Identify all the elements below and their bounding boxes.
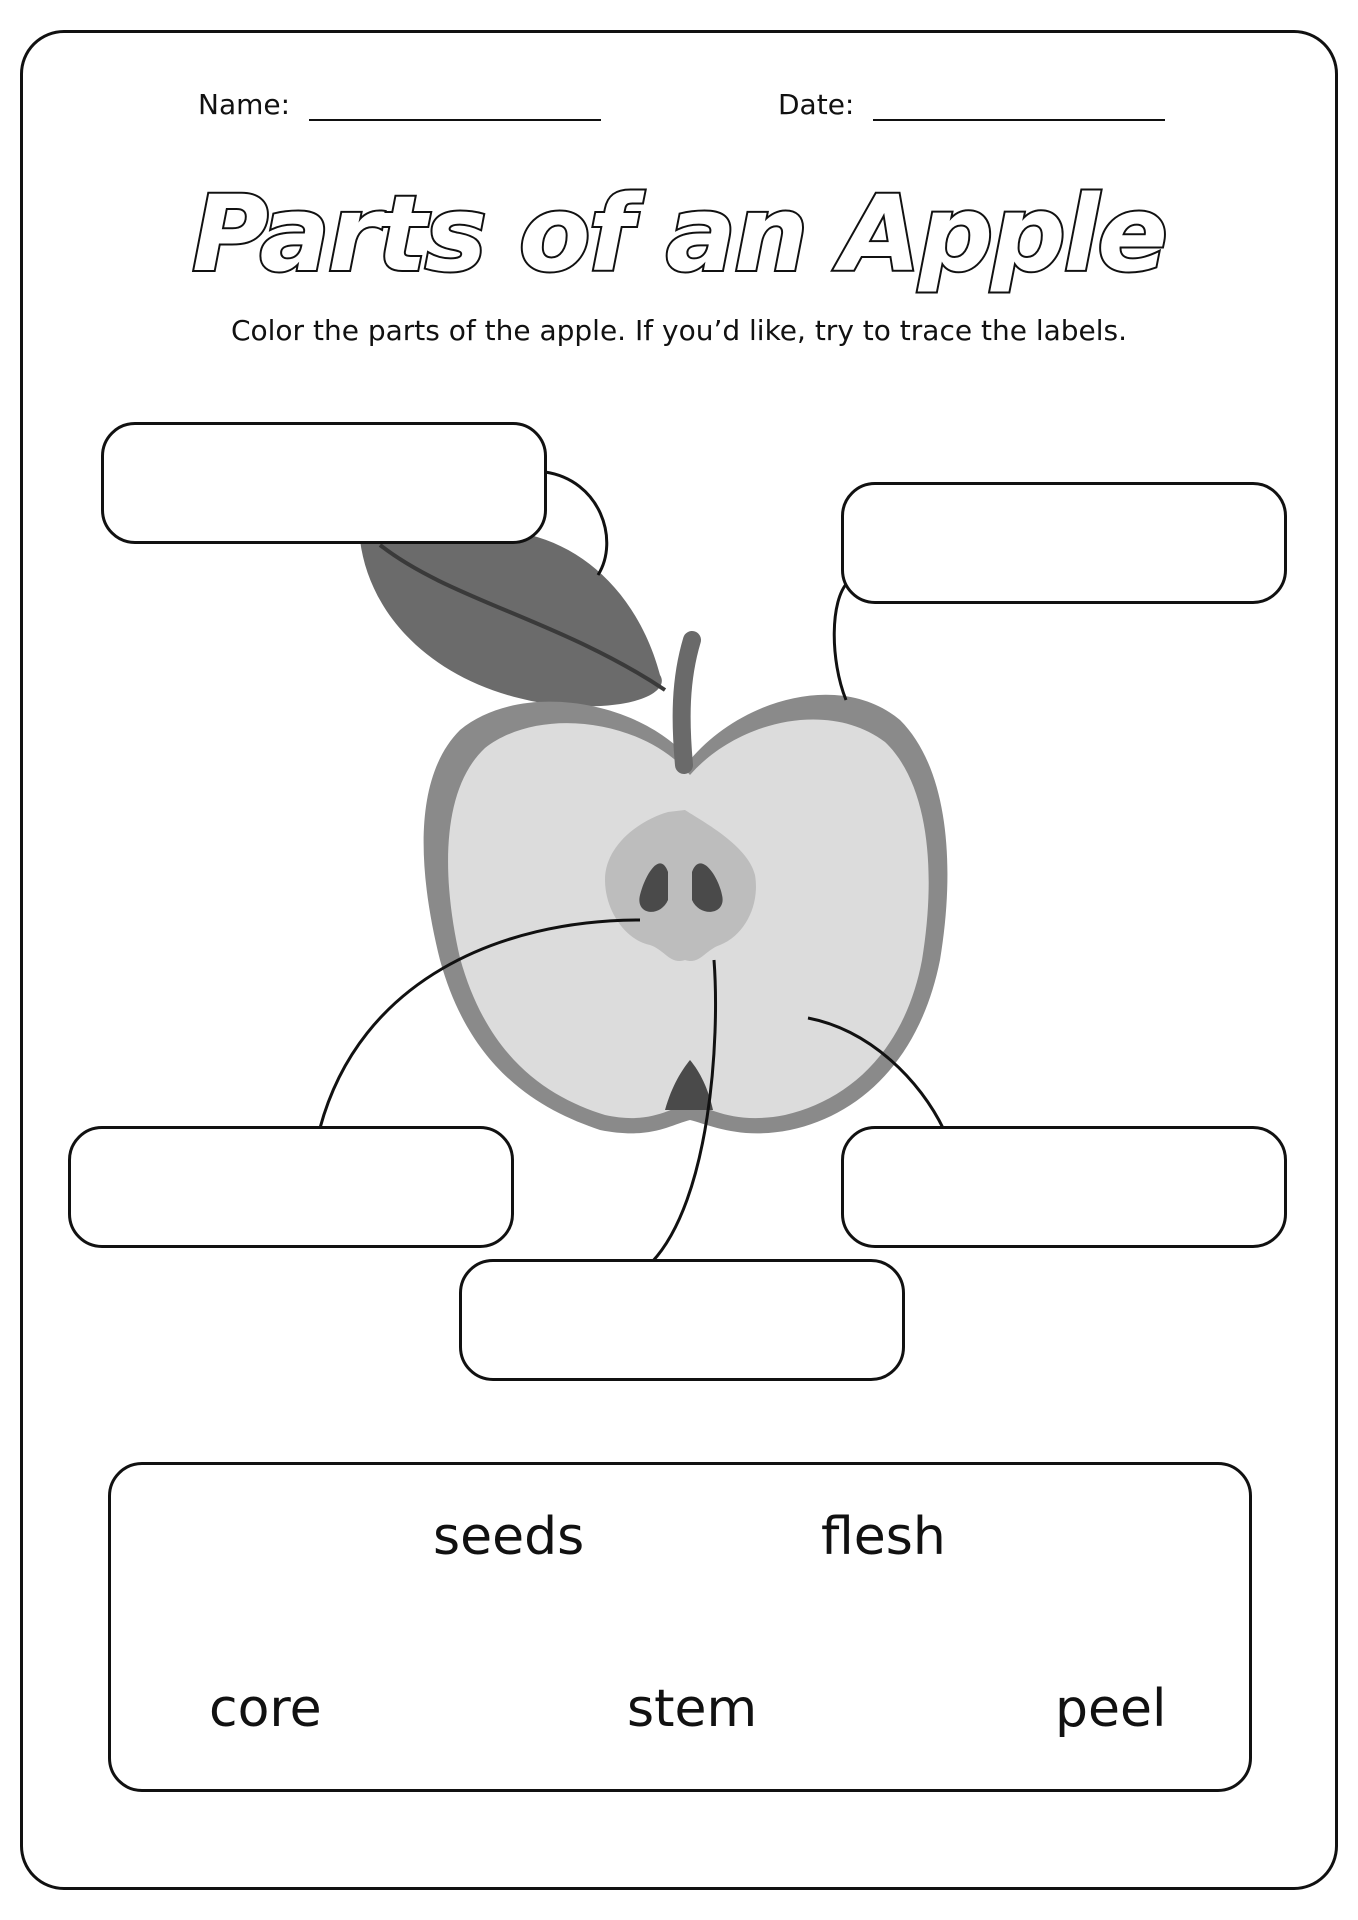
instructions-text: Color the parts of the apple. If you’d like, try to trace the labels. [230,314,1128,347]
word-bank-item: stem [627,1679,758,1739]
name-label: Name: [198,88,291,121]
word-bank-item: seeds [433,1507,585,1567]
title-text: Parts of an Apple [192,173,1166,295]
label-box-leaf[interactable] [101,422,547,544]
label-box-core[interactable] [459,1259,905,1381]
word-bank-item: core [209,1679,322,1739]
apple-stem [682,640,692,765]
label-box-peel[interactable] [841,482,1287,604]
label-box-seeds[interactable] [68,1126,514,1248]
word-bank [108,1462,1252,1792]
word-bank-item: peel [1055,1679,1167,1739]
connector-peel [834,582,848,700]
label-box-flesh[interactable] [841,1126,1287,1248]
leaf-shape [360,530,662,707]
word-bank-item: flesh [821,1507,946,1567]
date-label: Date: [778,88,855,121]
